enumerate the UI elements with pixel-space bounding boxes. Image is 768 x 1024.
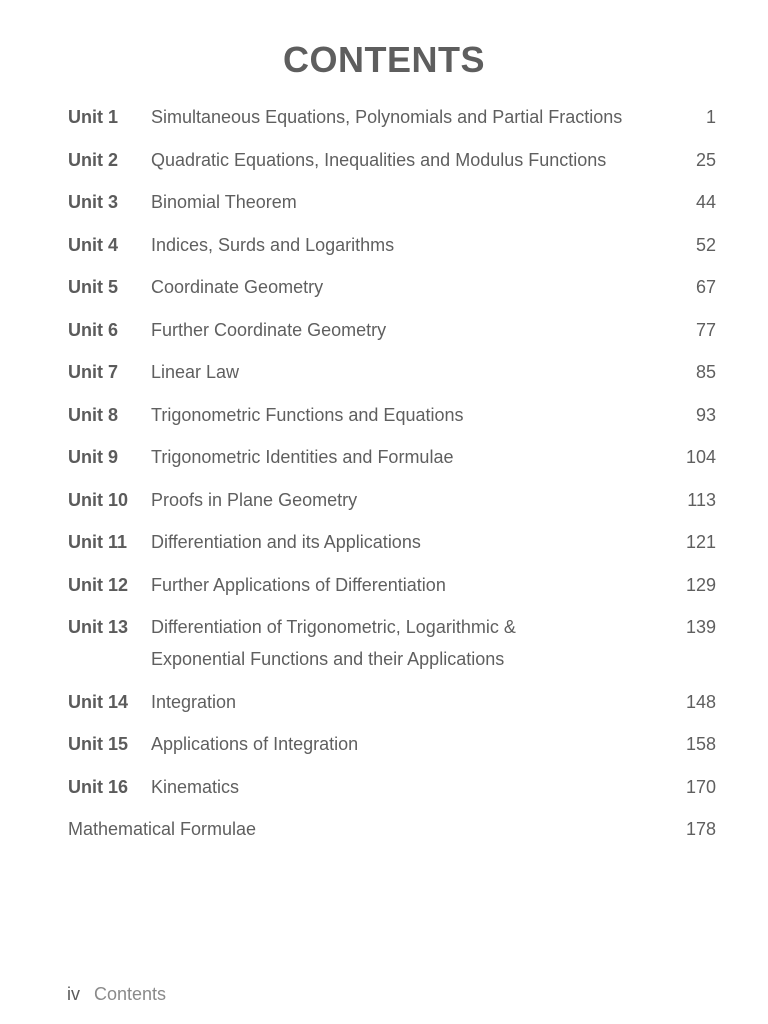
- unit-number: Unit 3: [68, 192, 119, 212]
- unit-title: Further Applications of Differentiation: [151, 574, 446, 595]
- toc-row: [68, 271, 716, 303]
- toc-row: [68, 229, 716, 261]
- unit-number: Unit 9: [68, 447, 119, 467]
- unit-number: Unit 4: [68, 234, 119, 255]
- toc-row: [68, 186, 716, 218]
- unit-title: Quadratic Equations, Inequalities and Modulus Functions: [151, 149, 607, 170]
- unit-title: Trigonometric Identities and Formulae: [151, 447, 454, 467]
- page-number: 104: [685, 447, 716, 467]
- unit-number: Unit 2: [68, 149, 119, 170]
- unit-title: Proofs in Plane Geometry: [151, 489, 358, 510]
- page-number: 67: [695, 277, 716, 297]
- page-number: 25: [695, 149, 716, 170]
- footer-label: Contents: [94, 984, 167, 1004]
- page-number: 170: [685, 776, 716, 797]
- unit-number: Unit 5: [68, 277, 119, 297]
- page-number: 85: [695, 362, 716, 382]
- unit-title: Further Coordinate Geometry: [151, 319, 387, 340]
- unit-title: Indices, Surds and Logarithms: [151, 234, 395, 255]
- toc-row: [68, 569, 716, 601]
- toc-row: [68, 101, 716, 133]
- unit-number: Unit 13: [68, 617, 129, 637]
- page-number: 52: [695, 234, 716, 255]
- unit-title: Trigonometric Functions and Equations: [151, 404, 464, 425]
- page-number: 1: [705, 107, 716, 127]
- unit-title-line: Exponential Functions and their Applications: [151, 649, 505, 669]
- page-number: 178: [685, 819, 716, 839]
- page-number: 158: [685, 734, 716, 754]
- unit-number: Unit 12: [68, 574, 129, 595]
- page-number: 148: [685, 691, 716, 712]
- unit-number: Unit 16: [68, 776, 129, 797]
- unit-title: [151, 611, 656, 675]
- unit-title: Applications of Integration: [151, 734, 359, 754]
- toc-row: [68, 484, 716, 516]
- toc-row: [68, 441, 716, 473]
- page-title: CONTENTS: [283, 39, 485, 80]
- unit-number: Unit 7: [68, 362, 119, 382]
- toc-row: [68, 728, 716, 760]
- unit-number: Unit 1: [68, 107, 119, 127]
- unit-number: Unit 8: [68, 404, 119, 425]
- toc-row-formulae: [68, 813, 716, 845]
- unit-title: Integration: [151, 691, 237, 712]
- formulae-title: Mathematical Formulae: [68, 819, 257, 839]
- unit-title: Differentiation and its Applications: [151, 532, 421, 552]
- unit-number: Unit 15: [68, 734, 129, 754]
- toc-row: [68, 771, 716, 803]
- unit-number: Unit 14: [68, 691, 129, 712]
- unit-title-line: Differentiation of Trigonometric, Logarithmic &: [151, 617, 516, 637]
- unit-title: Coordinate Geometry: [151, 277, 324, 297]
- footer-page-number: iv: [67, 984, 80, 1004]
- page-number: 93: [695, 404, 716, 425]
- page-footer: [67, 982, 166, 1006]
- toc-row: [68, 611, 716, 675]
- page-number: 77: [695, 319, 716, 340]
- unit-number: Unit 11: [68, 532, 128, 552]
- unit-title: Linear Law: [151, 362, 240, 382]
- toc-row: [68, 356, 716, 388]
- page-number: 121: [685, 532, 716, 552]
- unit-title: Binomial Theorem: [151, 192, 297, 212]
- page-number: 44: [695, 192, 716, 212]
- unit-number: Unit 10: [68, 489, 129, 510]
- toc-row: [68, 314, 716, 346]
- page-number: 139: [685, 617, 716, 637]
- table-of-contents: [68, 101, 716, 856]
- page-number: 129: [685, 574, 716, 595]
- toc-row: [68, 686, 716, 718]
- page-number: 113: [687, 489, 716, 510]
- toc-row: [68, 144, 716, 176]
- unit-number: Unit 6: [68, 319, 119, 340]
- unit-title: Simultaneous Equations, Polynomials and Partial Fractions: [151, 107, 623, 127]
- toc-row: [68, 526, 716, 558]
- unit-title: Kinematics: [151, 776, 240, 797]
- toc-row: [68, 399, 716, 431]
